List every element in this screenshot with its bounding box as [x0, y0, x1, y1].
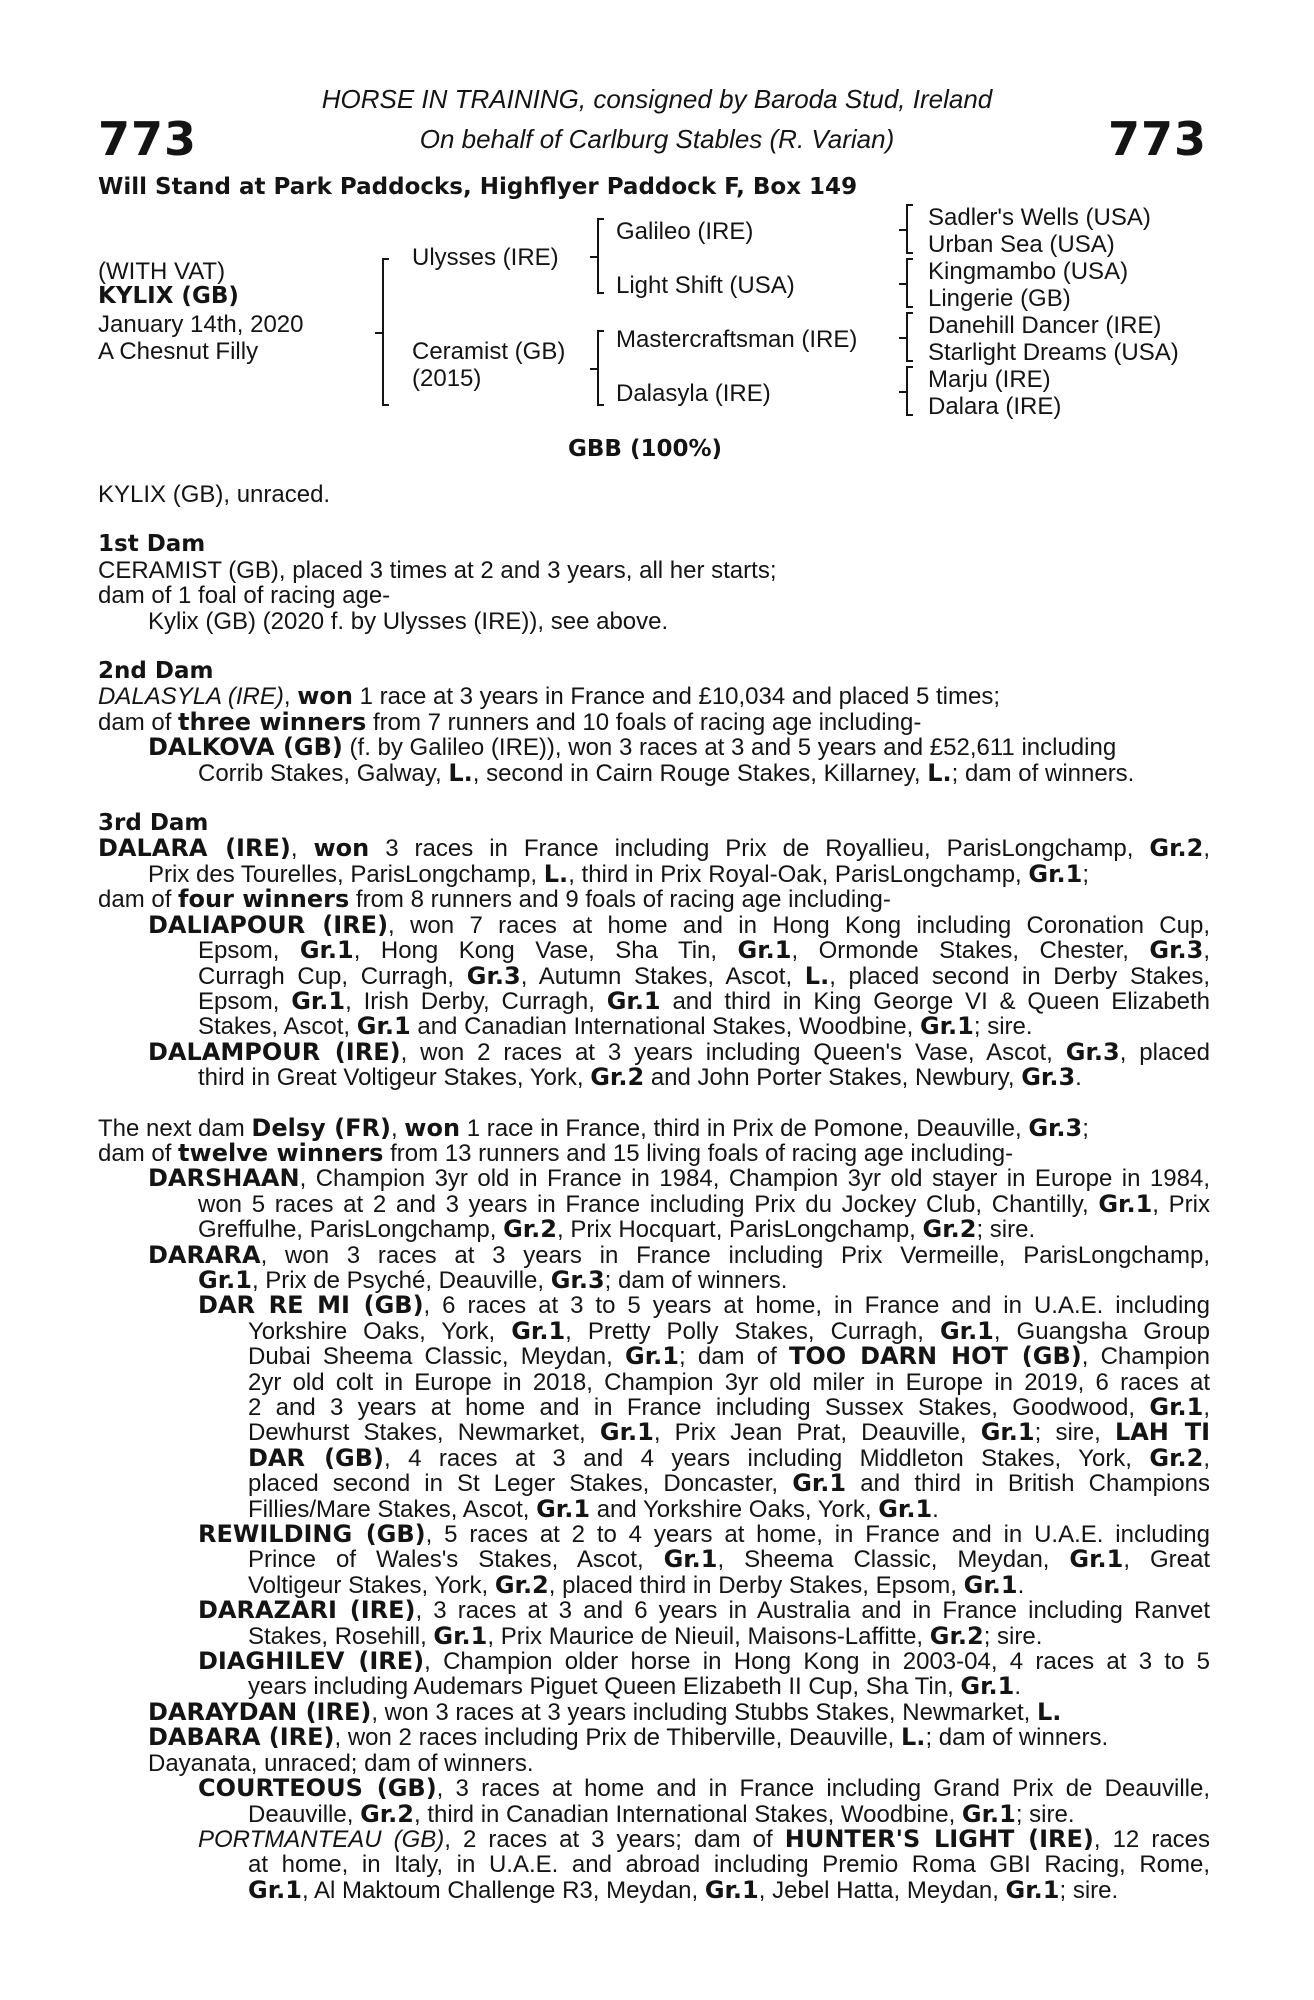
- progeny-entry-cont: 2yr old colt in Europe in 2018, Champion 3yr old miler in Europe in 2019, 6 races at: [248, 1368, 1210, 1396]
- first-dam-line: dam of 1 foal of racing age-: [98, 582, 391, 610]
- text: 3 races in France including Prix de Royallieu, ParisLongchamp,: [369, 835, 1150, 863]
- consignment-line: HORSE IN TRAINING, consigned by Baroda Stud, Ireland: [321, 84, 993, 114]
- progeny-entry-cont: [98, 1265, 1210, 1294]
- progeny-entry-cont: [98, 1570, 1210, 1599]
- dam-dam-sire: Marju (IRE): [928, 366, 1051, 393]
- grade: Gr.1: [536, 1494, 591, 1523]
- text: , Al Maktoum Challenge R3, Meydan,: [301, 1876, 705, 1904]
- text: , Prix Maurice de Nieuil, Maisons-Laffitte,: [487, 1622, 930, 1650]
- winners-count: three winners: [178, 707, 367, 736]
- dam-name: Delsy (FR): [251, 1113, 391, 1142]
- text: , 6 races at 3 to 5 years at home, in France and in U.A.E. including: [423, 1292, 1210, 1320]
- race-summary: KYLIX (GB), unraced.: [98, 481, 331, 508]
- third-dam-line: [98, 887, 1210, 912]
- progeny-entry: [98, 1598, 1210, 1623]
- grade: Gr.1: [1098, 1189, 1153, 1218]
- pedigree-brace-dd: [906, 366, 908, 416]
- text: ,: [1203, 1394, 1210, 1421]
- text: ; sire.: [976, 1216, 1036, 1244]
- text: , won 3 races at 3 years in France including Prix Vermeille, ParisLongchamp,: [260, 1241, 1210, 1269]
- text: Stakes, Ascot,: [198, 1013, 357, 1041]
- progeny-entry-cont: [98, 1621, 1210, 1650]
- progeny-name: DARAYDAN (IRE): [148, 1697, 372, 1726]
- grade: Gr.1: [961, 1799, 1016, 1828]
- second-dam-line: [98, 707, 1210, 736]
- dam-year: (2015): [412, 365, 482, 392]
- progeny-entry: [98, 1166, 1210, 1191]
- text: 1 race in France, third in Prix de Pomone, Deauville,: [460, 1114, 1029, 1142]
- grade: Gr.1: [1005, 1875, 1060, 1904]
- dam-dam-dam: Dalara (IRE): [928, 393, 1062, 420]
- text: won 5 races at 2 and 3 years in France including Prix du Jockey Club, Chantilly,: [198, 1190, 1099, 1218]
- text: from 8 runners and 9 foals of racing age including-: [349, 886, 891, 914]
- grade: Gr.1: [792, 1469, 847, 1498]
- progeny-entry-cont: [98, 1674, 1210, 1699]
- progeny-entry: [98, 1037, 1210, 1066]
- text: , third in Prix Royal-Oak, ParisLongchamp,: [568, 860, 1029, 888]
- text: Curragh Cup, Curragh,: [198, 962, 467, 990]
- text: , Pretty Polly Stakes, Curragh,: [565, 1317, 940, 1345]
- progeny-name: DALAMPOUR (IRE): [148, 1037, 401, 1066]
- grade: Gr.2: [590, 1063, 645, 1092]
- text: and third in King George VI & Queen Elizabeth: [660, 987, 1210, 1015]
- grade: Gr.3: [1065, 1037, 1120, 1066]
- text: ,: [1203, 835, 1211, 863]
- grade: Gr.1: [704, 1875, 759, 1904]
- text: ; dam of winners.: [604, 1266, 788, 1294]
- grade: Gr.1: [1149, 1393, 1204, 1421]
- progeny-name: DABARA (IRE): [148, 1723, 335, 1752]
- vat-note: (WITH VAT): [98, 258, 226, 285]
- progeny-entry: [98, 1697, 1210, 1726]
- progeny-entry-cont: [98, 1065, 1210, 1090]
- progeny-name: LAH TI: [1114, 1418, 1211, 1447]
- text: years including Audemars Piguet Queen Elizabeth II Cup, Sha Tin,: [248, 1673, 961, 1701]
- behalf-line: On behalf of Carlburg Stables (R. Varian): [419, 124, 895, 154]
- progeny-entry-cont: [98, 1344, 1210, 1369]
- text: , 4 races at 3 and 4 years including Middleton Stakes, York,: [384, 1444, 1150, 1472]
- progeny-entry: [98, 1240, 1210, 1269]
- grade: Gr.1: [1069, 1545, 1124, 1574]
- dam-name: DALARA (IRE): [98, 834, 291, 863]
- text: , won 2 races including Prix de Thiberville, Deauville,: [334, 1724, 902, 1752]
- grade: Gr.1: [960, 1672, 1015, 1701]
- pedigree-brace-ds: [906, 312, 908, 362]
- sire-sire-sire: Sadler's Wells (USA): [928, 204, 1151, 231]
- grade: Gr.1: [980, 1418, 1035, 1447]
- text: ; sire,: [1034, 1419, 1115, 1447]
- third-dam-line: [98, 859, 1210, 888]
- text: , Guangsha Group: [993, 1317, 1211, 1345]
- text: .: [1017, 1571, 1025, 1599]
- pedigree-brace-gen1: [382, 258, 384, 406]
- grade: L.: [804, 961, 830, 990]
- text: , third in Canadian International Stakes, Woodbine,: [414, 1800, 962, 1828]
- text: , Champion 3yr old in France in 1984, Champion 3yr old stayer in Europe in 1984,: [299, 1165, 1210, 1193]
- text: ; dam of winners.: [951, 759, 1135, 787]
- grade: Gr.1: [433, 1621, 488, 1650]
- progeny-entry-cont: [98, 1395, 1210, 1420]
- text: and John Porter Stakes, Newbury,: [644, 1064, 1022, 1092]
- progeny-entry: [98, 1522, 1210, 1547]
- dam-dam: Dalasyla (IRE): [616, 380, 771, 407]
- progeny-entry: [98, 1293, 1210, 1318]
- grade: Gr.3: [1028, 1113, 1083, 1142]
- text: The next dam: [98, 1114, 252, 1142]
- progeny-entry-cont: [98, 1471, 1210, 1496]
- text: dam of: [98, 708, 179, 736]
- won-label: won: [404, 1113, 461, 1142]
- grade: Gr.2: [360, 1799, 414, 1828]
- horse-name: KYLIX (GB): [98, 283, 239, 309]
- won-label: won: [313, 834, 370, 863]
- text: , Prix Jean Prat, Deauville,: [653, 1419, 981, 1447]
- progeny-name: DALIAPOUR (IRE): [148, 910, 389, 939]
- dam-name: DALASYLA (IRE): [98, 683, 284, 711]
- stand-location: Will Stand at Park Paddocks, Highflyer Paddock F, Box 149: [98, 174, 858, 200]
- grade: Gr.2: [922, 1215, 977, 1244]
- grade: Gr.1: [963, 1570, 1018, 1599]
- text: ; sire.: [1059, 1876, 1119, 1904]
- grade: Gr.1: [919, 1012, 974, 1041]
- text: 2 and 3 years at home and in France including Sussex Stakes, Goodwood,: [248, 1394, 1150, 1421]
- grade: Gr.3: [550, 1265, 605, 1294]
- text: ; dam of: [678, 1343, 789, 1371]
- grade: Gr.2: [1149, 834, 1204, 863]
- text: (f. by Galileo (IRE)), won 3 races at 3 and 5 years and £52,611 including: [342, 734, 1117, 762]
- sire-dam-sire: Kingmambo (USA): [928, 258, 1129, 285]
- text: from 13 runners and 15 living foals of racing age including-: [383, 1139, 1014, 1167]
- text: , 3 races at home and in France including Grand Prix de Deauville,: [436, 1775, 1210, 1803]
- text: , Prix Hocquart, ParisLongchamp,: [557, 1216, 923, 1244]
- progeny-entry: [98, 1649, 1210, 1674]
- winners-count: twelve winners: [178, 1138, 384, 1167]
- grade: Gr.3: [466, 961, 521, 990]
- grade: L.: [901, 1723, 926, 1752]
- third-dam-heading: 3rd Dam: [98, 810, 209, 837]
- text: third in Great Voltigeur Stakes, York,: [198, 1064, 591, 1092]
- winners-count: four winners: [178, 885, 350, 914]
- next-dam-line: [98, 1113, 1210, 1142]
- text: , placed: [1119, 1038, 1210, 1066]
- progeny-entry: [98, 910, 1210, 939]
- progeny-name: DARSHAAN: [148, 1164, 300, 1193]
- grade: Gr.1: [248, 1875, 302, 1904]
- grade: Gr.1: [299, 936, 354, 965]
- text: , won 2 races at 3 years including Queen's Vase, Ascot,: [400, 1038, 1066, 1066]
- grade: Gr.1: [737, 936, 792, 965]
- text: ; sire.: [973, 1013, 1033, 1041]
- text: , 2 races at 3 years; dam of: [444, 1825, 785, 1853]
- progeny-entry: [98, 1824, 1211, 1853]
- text: , Jebel Hatta, Meydan,: [758, 1876, 1006, 1904]
- grade: Gr.1: [511, 1316, 566, 1345]
- progeny-name: DALKOVA (GB): [148, 733, 343, 762]
- grade: L.: [927, 758, 952, 787]
- next-dam-line: [98, 1138, 1210, 1167]
- first-dam-heading: 1st Dam: [98, 531, 206, 558]
- text: , 12 races: [1093, 1825, 1211, 1853]
- progeny-entry: [98, 735, 1210, 760]
- progeny-entry-cont: [98, 1316, 1211, 1345]
- text: Epsom,: [198, 937, 300, 965]
- text: Yorkshire Oaks, York,: [248, 1317, 512, 1345]
- text: and third in British Champions: [846, 1470, 1211, 1498]
- gbb-rating: GBB (100%): [568, 436, 723, 462]
- progeny-entry-cont: [98, 1420, 1210, 1445]
- text: from 7 runners and 10 foals of racing age including-: [366, 708, 922, 736]
- grade: Gr.1: [939, 1316, 994, 1345]
- grade: Gr.1: [606, 986, 661, 1015]
- text: , won 7 races at home and in Hong Kong including Coronation Cup,: [388, 911, 1210, 939]
- first-dam-line: CERAMIST (GB), placed 3 times at 2 and 3 years, all her starts;: [98, 556, 777, 584]
- progeny-entry-cont: at home, in Italy, in U.A.E. and abroad including Premio Roma GBI Racing, Rome,: [248, 1851, 1210, 1879]
- text: placed second in St Leger Stakes, Doncaster,: [248, 1470, 793, 1498]
- progeny-name: REWILDING (GB): [198, 1520, 426, 1549]
- grade: Gr.1: [356, 1012, 411, 1041]
- pedigree-brace-sire: [597, 218, 599, 294]
- progeny-name: DAR (GB): [248, 1443, 385, 1472]
- progeny-name: COURTEOUS (GB): [198, 1774, 437, 1803]
- progeny-entry-cont: [98, 1494, 1210, 1523]
- progeny-name: DIAGHILEV (IRE): [198, 1647, 425, 1676]
- text: ; sire.: [983, 1622, 1043, 1650]
- sire-sire-dam: Urban Sea (USA): [928, 231, 1115, 258]
- progeny-entry: Dayanata, unraced; dam of winners.: [148, 1749, 534, 1777]
- text: and Yorkshire Oaks, York,: [590, 1495, 879, 1523]
- text: , 3 races at 3 and 6 years in Australia and in France including Ranvet: [415, 1597, 1211, 1625]
- dam-sire-dam: Starlight Dreams (USA): [928, 339, 1179, 366]
- sire-dam-dam: Lingerie (GB): [928, 285, 1071, 312]
- text: , won 3 races at 3 years including Stubbs Stakes, Newmarket,: [371, 1698, 1037, 1726]
- progeny-name: HUNTER'S LIGHT (IRE): [784, 1824, 1094, 1853]
- text: .: [1014, 1673, 1022, 1701]
- text: , placed second in Derby Stakes,: [829, 962, 1211, 990]
- progeny-name: DARAZARI (IRE): [198, 1596, 416, 1625]
- text: , Autumn Stakes, Ascot,: [520, 962, 805, 990]
- text: , Champion: [1081, 1343, 1210, 1371]
- sire-name: Ulysses (IRE): [412, 244, 559, 271]
- text: , 5 races at 2 to 4 years at home, in France and in U.A.E. including: [425, 1521, 1210, 1549]
- first-dam-progeny: Kylix (GB) (2020 f. by Ulysses (IRE)), see above.: [148, 607, 669, 635]
- second-dam-heading: 2nd Dam: [98, 658, 214, 685]
- text: ; sire.: [1015, 1800, 1075, 1828]
- progeny-name: TOO DARN HOT (GB): [788, 1342, 1082, 1371]
- text: Dewhurst Stakes, Newmarket,: [248, 1419, 600, 1447]
- grade: Gr.2: [1149, 1443, 1204, 1472]
- text: , Champion older horse in Hong Kong in 2003-04, 4 races at 3 to 5: [424, 1648, 1211, 1676]
- progeny-entry: [98, 1776, 1210, 1801]
- pedigree-brace-sd: [906, 258, 908, 308]
- text: , Sheema Classic, Meydan,: [717, 1546, 1070, 1574]
- text: Voltigeur Stakes, York,: [248, 1571, 495, 1599]
- grade: Gr.1: [878, 1494, 933, 1523]
- grade: Gr.3: [1021, 1063, 1076, 1092]
- catalogue-body: [98, 482, 1210, 1903]
- text: ;: [1082, 860, 1089, 888]
- text: , second in Cairn Rouge Stakes, Killarney,: [472, 759, 928, 787]
- grade: Gr.1: [625, 1342, 679, 1371]
- progeny-entry-cont: [98, 1547, 1210, 1572]
- sire-dam: Light Shift (USA): [616, 272, 795, 299]
- progeny-name: DAR RE MI (GB): [198, 1291, 424, 1320]
- progeny-entry-cont: [98, 1799, 1210, 1828]
- progeny-entry-cont: [98, 1189, 1210, 1218]
- text: , placed third in Derby Stakes, Epsom,: [548, 1571, 964, 1599]
- text: Epsom,: [198, 987, 292, 1015]
- won-label: won: [297, 682, 353, 711]
- grade: L.: [448, 758, 473, 787]
- text: Prince of Wales's Stakes, Ascot,: [248, 1546, 664, 1574]
- text: ,: [1203, 937, 1210, 965]
- dam-sire-sire: Danehill Dancer (IRE): [928, 312, 1162, 339]
- text: .: [932, 1495, 939, 1523]
- progeny-entry: [98, 1725, 1210, 1750]
- grade: Gr.1: [1028, 859, 1083, 888]
- grade: L.: [543, 859, 569, 888]
- text: and Canadian International Stakes, Woodbine,: [410, 1013, 920, 1041]
- grade: Gr.3: [1149, 936, 1204, 965]
- grade: Gr.1: [291, 986, 346, 1015]
- text: Greffulhe, ParisLongchamp,: [198, 1216, 504, 1244]
- grade: Gr.1: [599, 1418, 654, 1447]
- progeny-name: DARARA: [148, 1240, 261, 1269]
- pedigree-brace-ss: [906, 204, 908, 254]
- progeny-entry-cont: [98, 1217, 1210, 1242]
- dam-name: Ceramist (GB): [412, 338, 566, 365]
- text: .: [1075, 1064, 1082, 1092]
- text: ,: [390, 1114, 405, 1142]
- grade: Gr.2: [929, 1621, 984, 1650]
- text: , Irish Derby, Curragh,: [345, 987, 607, 1015]
- progeny-entry-cont: [98, 1875, 1210, 1904]
- progeny-entry-cont: [98, 758, 1210, 787]
- progeny-entry-cont: [98, 1443, 1210, 1472]
- text: ; dam of winners.: [925, 1724, 1109, 1752]
- lot-number-right: 773: [1108, 112, 1208, 166]
- progeny-entry-cont: [98, 961, 1211, 990]
- grade: Gr.2: [494, 1570, 549, 1599]
- third-dam-line: DALARA (IRE), won 3 races in France including Prix de Royallieu, ParisLongchamp, Gr.2,: [98, 834, 1211, 863]
- text: , Hong Kong Vase, Sha Tin,: [353, 937, 738, 965]
- lot-number-left: 773: [98, 112, 198, 166]
- progeny-entry-cont: [98, 1014, 1210, 1039]
- second-dam-line: DALASYLA (IRE), won 1 race at 3 years in France and £10,034 and placed 5 times;: [98, 682, 1000, 711]
- text: Fillies/Mare Stakes, Ascot,: [248, 1495, 537, 1523]
- pedigree-brace-dam: [597, 330, 599, 406]
- sire-sire: Galileo (IRE): [616, 218, 754, 245]
- grade: L.: [1036, 1697, 1062, 1726]
- progeny-name: PORTMANTEAU (GB): [198, 1825, 445, 1853]
- horse-description: A Chesnut Filly: [98, 338, 259, 365]
- grade: Gr.1: [198, 1265, 252, 1294]
- text: Prix des Tourelles, ParisLongchamp,: [148, 860, 544, 888]
- text: Corrib Stakes, Galway,: [198, 759, 449, 787]
- progeny-entry-cont: [98, 938, 1210, 963]
- text: , Prix: [1152, 1190, 1210, 1218]
- horse-dob: January 14th, 2020: [98, 311, 304, 338]
- text: , Prix de Psyché, Deauville,: [251, 1266, 551, 1294]
- grade: Gr.2: [503, 1215, 557, 1244]
- text: ;: [1082, 1114, 1089, 1142]
- text: 1 race at 3 years in France and £10,034 and placed 5 times;: [352, 683, 1000, 711]
- text: , Great: [1123, 1546, 1210, 1574]
- text: Dubai Sheema Classic, Meydan,: [248, 1343, 626, 1371]
- text: ,: [1203, 1444, 1210, 1472]
- progeny-entry-cont: [98, 986, 1210, 1015]
- text: dam of: [98, 1139, 179, 1167]
- text: Stakes, Rosehill,: [248, 1622, 434, 1650]
- dam-sire: Mastercraftsman (IRE): [616, 326, 858, 353]
- text: Deauville,: [248, 1800, 361, 1828]
- grade: Gr.1: [663, 1545, 718, 1574]
- text: dam of: [98, 886, 179, 914]
- text: , Ormonde Stakes, Chester,: [791, 937, 1150, 965]
